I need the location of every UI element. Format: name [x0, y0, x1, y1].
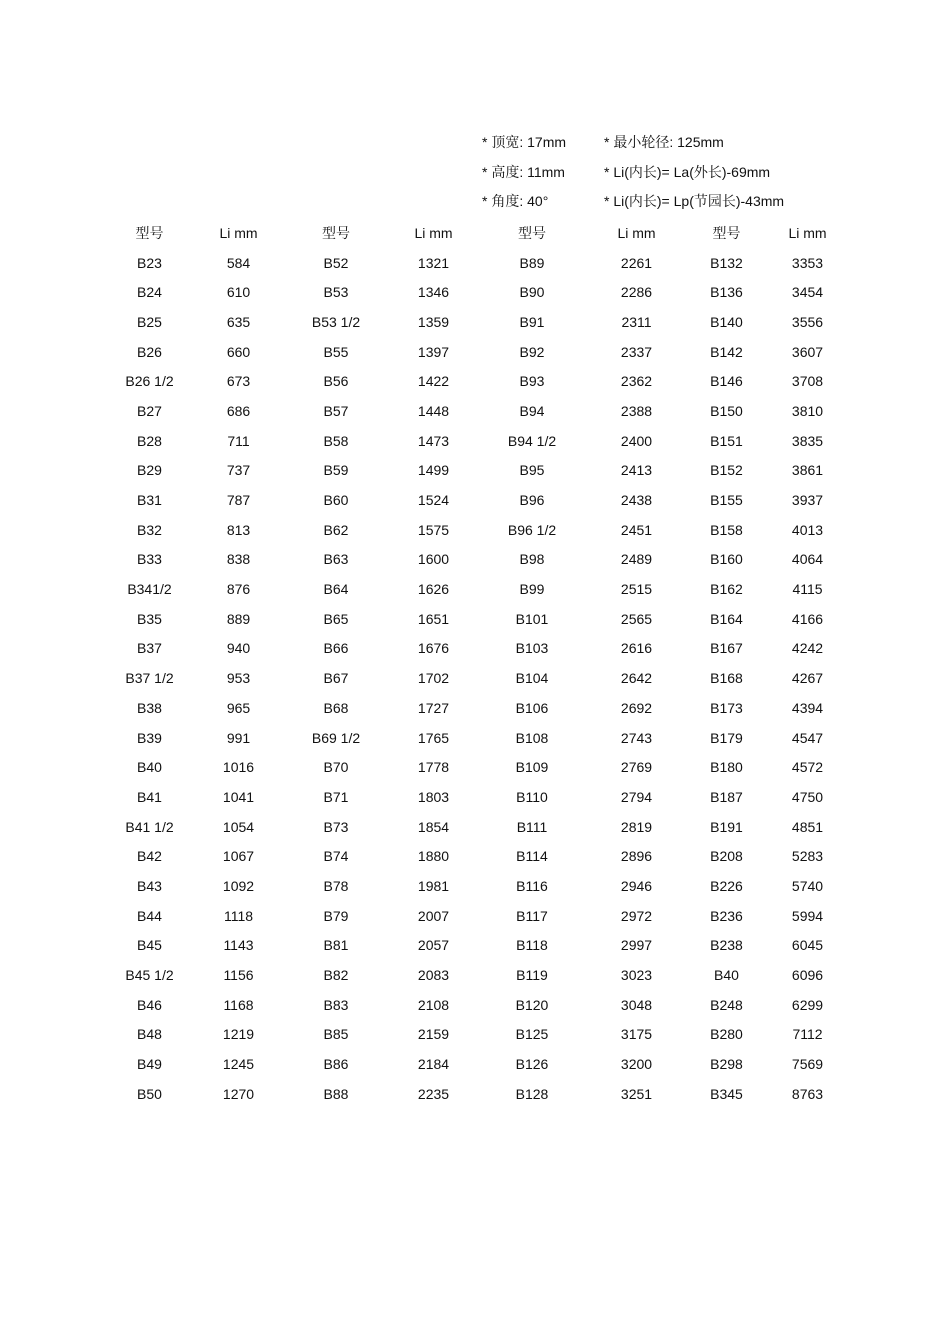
length-cell: 3810: [791, 402, 824, 419]
model-cell: B66: [323, 640, 349, 657]
model-cell: B180: [710, 759, 743, 776]
model-cell: B24: [137, 284, 162, 301]
length-cell: 1499: [417, 462, 450, 479]
length-cell: 2007: [417, 907, 450, 924]
spec-note-row: [482, 128, 842, 158]
model-cell: B119: [516, 967, 548, 984]
table-row: [105, 456, 849, 486]
table-row: [105, 545, 849, 575]
length-cell: 3937: [791, 492, 824, 509]
length-cell: 1676: [417, 640, 450, 657]
model-cell: B40: [714, 967, 739, 984]
table-row: [105, 752, 849, 782]
length-cell: 2972: [620, 907, 653, 924]
length-cell: 2769: [620, 759, 653, 776]
table-row: [105, 931, 849, 961]
model-cell: B67: [323, 670, 349, 687]
length-cell: 7112: [792, 1026, 823, 1043]
inner-outer-length-formula: * Li(内长)= La(外长)-69mm: [604, 163, 771, 180]
length-cell: 1702: [417, 670, 450, 687]
model-cell: B57: [323, 402, 349, 419]
length-cell: 991: [226, 729, 251, 746]
length-cell: 635: [226, 313, 251, 330]
model-cell: B128: [515, 1085, 549, 1102]
table-row: [105, 841, 849, 871]
length-cell: 2896: [620, 848, 653, 865]
model-cell: B187: [710, 788, 743, 805]
model-cell: B110: [516, 788, 548, 805]
length-cell: 1626: [417, 581, 450, 598]
length-cell: 2743: [620, 729, 653, 746]
length-cell: 7569: [791, 1056, 824, 1073]
length-cell: 3048: [620, 996, 653, 1013]
length-cell: 787: [226, 492, 251, 509]
model-cell: B96: [519, 492, 545, 509]
model-cell: B90: [519, 284, 545, 301]
length-cell: 3175: [620, 1026, 653, 1043]
model-cell: B37 1/2: [125, 670, 174, 687]
table-row: [105, 990, 849, 1020]
length-cell: 1803: [417, 788, 450, 805]
length-cell: 2489: [620, 551, 653, 568]
length-cell: 2794: [620, 788, 653, 805]
length-cell: 2286: [620, 284, 653, 301]
length-cell: 4572: [791, 759, 824, 776]
length-cell: 2997: [620, 937, 653, 954]
length-cell: 2819: [620, 818, 653, 835]
length-cell: 1422: [417, 373, 450, 390]
model-cell: B146: [710, 373, 743, 390]
model-cell: B82: [323, 967, 349, 984]
length-cell: 5283: [791, 848, 824, 865]
length-cell: 1359: [417, 313, 450, 330]
length-cell: 1156: [223, 967, 254, 984]
length-cell: 584: [226, 254, 251, 271]
table-body: [105, 248, 849, 1109]
spec-note-row: [482, 187, 842, 217]
model-cell: B50: [137, 1085, 162, 1102]
model-cell: B167: [710, 640, 743, 657]
length-cell: 610: [226, 284, 251, 301]
model-cell: B68: [323, 699, 349, 716]
length-cell: 5740: [791, 877, 824, 894]
model-cell: B162: [710, 581, 743, 598]
model-cell: B142: [710, 343, 743, 360]
belt-length-table: [105, 218, 849, 1109]
model-cell: B27: [137, 402, 162, 419]
table-row: [105, 723, 849, 753]
model-cell: B35: [137, 610, 162, 627]
model-cell: B60: [323, 492, 349, 509]
model-cell: B164: [710, 610, 743, 627]
length-cell: 940: [226, 640, 251, 657]
length-cell: 1524: [417, 492, 450, 509]
angle-note: * 角度: 40°: [482, 193, 549, 210]
model-cell: B85: [323, 1026, 349, 1043]
table-row: [105, 960, 849, 990]
model-cell: B173: [710, 699, 743, 716]
model-cell: B94: [519, 402, 545, 419]
model-cell: B92: [519, 343, 545, 360]
model-cell: B39: [137, 729, 162, 746]
model-cell: B56: [323, 373, 349, 390]
model-cell: B109: [515, 759, 549, 776]
length-cell: 711: [227, 432, 250, 449]
length-cell: 686: [226, 402, 251, 419]
table-row: [105, 1020, 849, 1050]
length-cell: 1054: [222, 818, 255, 835]
length-cell: 3556: [791, 313, 824, 330]
table-row: [105, 426, 849, 456]
model-cell: B117: [516, 907, 548, 924]
model-cell: B79: [323, 907, 349, 924]
table-row: [105, 574, 849, 604]
length-cell: 2083: [417, 967, 450, 984]
length-cell: 3251: [620, 1085, 653, 1102]
length-cell: 2400: [620, 432, 653, 449]
length-cell: 1219: [222, 1026, 255, 1043]
header-model: 型号: [712, 224, 741, 241]
model-cell: B28: [137, 432, 162, 449]
model-cell: B248: [710, 996, 743, 1013]
model-cell: B52: [323, 254, 349, 271]
length-cell: 6045: [791, 937, 824, 954]
model-cell: B155: [710, 492, 743, 509]
model-cell: B55: [323, 343, 349, 360]
model-cell: B99: [519, 581, 545, 598]
model-cell: B31: [137, 492, 162, 509]
model-cell: B132: [710, 254, 743, 271]
table-row: [105, 663, 849, 693]
model-cell: B25: [137, 313, 162, 330]
length-cell: 673: [226, 373, 251, 390]
length-cell: 2642: [620, 670, 653, 687]
header-length: Li mm: [788, 224, 827, 241]
height-note: * 高度: 11mm: [482, 163, 565, 180]
model-cell: B65: [323, 610, 349, 627]
length-cell: 4064: [791, 551, 824, 568]
header-model: 型号: [135, 224, 164, 241]
spec-note-row: [482, 158, 842, 188]
table-row: [105, 634, 849, 664]
length-cell: 4166: [791, 610, 824, 627]
length-cell: 3607: [791, 343, 824, 360]
length-cell: 2616: [620, 640, 653, 657]
model-cell: B69 1/2: [311, 729, 361, 746]
length-cell: 8763: [791, 1085, 824, 1102]
length-cell: 1854: [417, 818, 450, 835]
table-row: [105, 1049, 849, 1079]
length-cell: 2362: [620, 373, 653, 390]
model-cell: B152: [710, 462, 743, 479]
min-pulley-diameter-note: * 最小轮径: 125mm: [604, 134, 724, 150]
model-cell: B118: [516, 937, 548, 954]
length-cell: 2451: [620, 521, 653, 538]
model-cell: B111: [516, 818, 548, 835]
model-cell: B158: [710, 521, 743, 538]
length-cell: 1143: [223, 937, 254, 954]
model-cell: B38: [137, 699, 162, 716]
model-cell: B236: [710, 907, 743, 924]
length-cell: 1448: [417, 402, 450, 419]
table-row: [105, 307, 849, 337]
model-cell: B151: [710, 432, 743, 449]
table-row: [105, 782, 849, 812]
length-cell: 1067: [222, 848, 255, 865]
model-cell: B59: [323, 462, 349, 479]
model-cell: B49: [137, 1056, 162, 1073]
model-cell: B40: [137, 759, 162, 776]
model-cell: B74: [323, 848, 349, 865]
table-row: [105, 277, 849, 307]
length-cell: 2413: [620, 462, 653, 479]
model-cell: B42: [137, 848, 162, 865]
model-cell: B226: [710, 877, 743, 894]
length-cell: 1092: [222, 877, 255, 894]
length-cell: 4750: [791, 788, 824, 805]
table-row: [105, 812, 849, 842]
model-cell: B32: [137, 521, 162, 538]
model-cell: B81: [323, 937, 349, 954]
model-cell: B53 1/2: [311, 313, 361, 330]
model-cell: B140: [710, 313, 743, 330]
length-cell: 2108: [417, 996, 450, 1013]
header-length: Li mm: [414, 224, 453, 241]
model-cell: B191: [710, 818, 743, 835]
length-cell: 2565: [620, 610, 653, 627]
header-length: Li mm: [219, 224, 258, 241]
length-cell: 660: [226, 343, 251, 360]
length-cell: 3835: [791, 432, 824, 449]
table-row: [105, 366, 849, 396]
length-cell: 2261: [620, 254, 653, 271]
length-cell: 2057: [417, 937, 450, 954]
length-cell: 4013: [791, 521, 824, 538]
model-cell: B179: [710, 729, 743, 746]
length-cell: 889: [226, 610, 251, 627]
length-cell: 813: [226, 521, 251, 538]
model-cell: B46: [137, 996, 162, 1013]
length-cell: 2515: [620, 581, 653, 598]
length-cell: 2438: [620, 492, 653, 509]
length-cell: 6299: [791, 996, 824, 1013]
table-row: [105, 1079, 849, 1109]
length-cell: 3023: [620, 967, 653, 984]
model-cell: B48: [137, 1026, 162, 1043]
model-cell: B43: [137, 877, 162, 894]
model-cell: B29: [137, 462, 162, 479]
length-cell: 1575: [417, 521, 450, 538]
length-cell: 2692: [620, 699, 653, 716]
length-cell: 965: [226, 699, 251, 716]
header-model: 型号: [322, 224, 350, 241]
length-cell: 1321: [417, 254, 450, 271]
top-width-note: * 顶宽: 17mm: [482, 134, 567, 150]
length-cell: 1981: [417, 877, 450, 894]
model-cell: B89: [519, 254, 545, 271]
length-cell: 4394: [791, 699, 824, 716]
model-cell: B101: [515, 610, 549, 627]
model-cell: B125: [515, 1026, 549, 1043]
length-cell: 4547: [791, 729, 824, 746]
length-cell: 2311: [621, 313, 652, 330]
model-cell: B341/2: [127, 581, 172, 598]
model-cell: B104: [515, 670, 549, 687]
model-cell: B136: [710, 284, 743, 301]
table-row: [105, 901, 849, 931]
model-cell: B120: [515, 996, 549, 1013]
model-cell: B78: [323, 877, 349, 894]
length-cell: 1651: [417, 610, 450, 627]
length-cell: 1346: [417, 284, 450, 301]
length-cell: 1270: [222, 1085, 255, 1102]
length-cell: 1880: [417, 848, 450, 865]
model-cell: B98: [519, 551, 545, 568]
table-row: [105, 693, 849, 723]
length-cell: 1727: [417, 699, 450, 716]
model-cell: B114: [516, 848, 548, 865]
model-cell: B108: [515, 729, 549, 746]
model-cell: B96 1/2: [507, 521, 557, 538]
model-cell: B106: [515, 699, 549, 716]
model-cell: B95: [519, 462, 545, 479]
model-cell: B160: [710, 551, 743, 568]
model-cell: B88: [323, 1085, 349, 1102]
length-cell: 4115: [792, 581, 823, 598]
length-cell: 1016: [222, 759, 255, 776]
model-cell: B83: [323, 996, 349, 1013]
model-cell: B116: [516, 877, 548, 894]
model-cell: B91: [519, 313, 545, 330]
table-row: [105, 515, 849, 545]
length-cell: 876: [226, 581, 251, 598]
length-cell: 2235: [417, 1085, 450, 1102]
length-cell: 1118: [223, 907, 254, 924]
length-cell: 2337: [620, 343, 653, 360]
length-cell: 1473: [417, 432, 450, 449]
model-cell: B73: [323, 818, 349, 835]
table-row: [105, 485, 849, 515]
table-header-row: [105, 218, 849, 248]
spec-notes: [482, 128, 842, 217]
table-row: [105, 871, 849, 901]
length-cell: 2159: [417, 1026, 450, 1043]
model-cell: B53: [323, 284, 349, 301]
model-cell: B45 1/2: [125, 967, 174, 984]
model-cell: B45: [137, 937, 162, 954]
model-cell: B41 1/2: [125, 818, 174, 835]
model-cell: B33: [137, 551, 162, 568]
length-cell: 4267: [791, 670, 824, 687]
length-cell: 3200: [620, 1056, 653, 1073]
length-cell: 1778: [417, 759, 450, 776]
length-cell: 1245: [222, 1056, 255, 1073]
model-cell: B64: [323, 581, 349, 598]
length-cell: 3861: [791, 462, 824, 479]
model-cell: B103: [515, 640, 549, 657]
inner-pitch-length-formula: * Li(内长)= Lp(节园长)-43mm: [604, 193, 785, 210]
length-cell: 4851: [791, 818, 824, 835]
model-cell: B71: [323, 788, 349, 805]
length-cell: 838: [226, 551, 251, 568]
model-cell: B26: [137, 343, 162, 360]
length-cell: 3708: [791, 373, 824, 390]
length-cell: 2388: [620, 402, 653, 419]
model-cell: B168: [710, 670, 743, 687]
length-cell: 953: [226, 670, 251, 687]
model-cell: B23: [137, 254, 162, 271]
model-cell: B208: [710, 848, 743, 865]
length-cell: 5994: [791, 907, 824, 924]
table-row: [105, 248, 849, 278]
length-cell: 1041: [222, 788, 255, 805]
model-cell: B26 1/2: [125, 373, 174, 390]
length-cell: 1397: [417, 343, 450, 360]
length-cell: 1765: [417, 729, 450, 746]
model-cell: B86: [323, 1056, 349, 1073]
length-cell: 3454: [791, 284, 824, 301]
model-cell: B41: [137, 788, 162, 805]
model-cell: B238: [710, 937, 743, 954]
table-row: [105, 337, 849, 367]
table-row: [105, 604, 849, 634]
model-cell: B58: [323, 432, 349, 449]
model-cell: B62: [323, 521, 349, 538]
model-cell: B93: [519, 373, 545, 390]
length-cell: 3353: [791, 254, 824, 271]
header-length: Li mm: [617, 224, 656, 241]
length-cell: 2184: [417, 1056, 450, 1073]
model-cell: B70: [323, 759, 349, 776]
length-cell: 1168: [223, 996, 254, 1013]
model-cell: B345: [710, 1085, 743, 1102]
header-model: 型号: [518, 224, 546, 241]
length-cell: 4242: [791, 640, 824, 657]
model-cell: B44: [137, 907, 162, 924]
length-cell: 1600: [417, 551, 450, 568]
length-cell: 6096: [791, 967, 824, 984]
model-cell: B37: [137, 640, 162, 657]
model-cell: B126: [515, 1056, 549, 1073]
length-cell: 737: [226, 462, 251, 479]
model-cell: B150: [710, 402, 743, 419]
model-cell: B63: [323, 551, 349, 568]
table-row: [105, 396, 849, 426]
model-cell: B280: [710, 1026, 743, 1043]
model-cell: B94 1/2: [507, 432, 557, 449]
length-cell: 2946: [620, 877, 653, 894]
model-cell: B298: [710, 1056, 743, 1073]
